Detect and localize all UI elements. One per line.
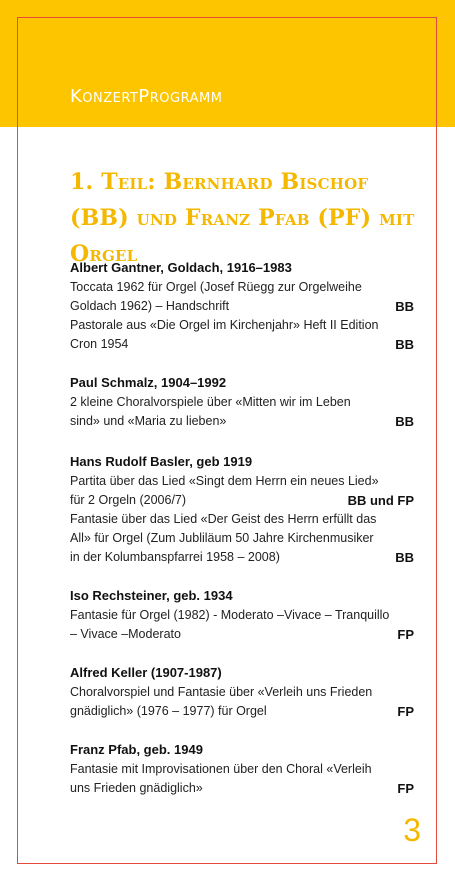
program-entry xyxy=(70,586,414,644)
piece-text: – Vivace –Moderato xyxy=(70,627,181,641)
composer-name: Albert Gantner, Goldach, 1916–1983 xyxy=(70,260,292,275)
piece-line xyxy=(70,412,414,431)
piece-text: in der Kolumbanspfarrei 1958 – 2008) xyxy=(70,550,280,564)
piece-text: Fantasie mit Improvisationen über den Choral «Verleih xyxy=(70,762,372,776)
piece-text: 2 kleine Choralvorspiele über «Mitten wir im Leben xyxy=(70,395,351,409)
piece-line xyxy=(70,702,414,721)
performer-code: BB und FP xyxy=(347,493,414,508)
piece-line xyxy=(70,316,414,335)
piece-line xyxy=(70,760,414,779)
composer-name: Hans Rudolf Basler, geb 1919 xyxy=(70,454,253,469)
composer-name: Paul Schmalz, 1904–1992 xyxy=(70,375,227,390)
piece-text: Fantasie für Orgel (1982) - Moderato –Vivace – Tranquillo xyxy=(70,608,390,622)
piece-line xyxy=(70,335,414,354)
page-frame xyxy=(17,17,437,864)
piece-line xyxy=(70,683,414,702)
composer-name: Alfred Keller (1907-1987) xyxy=(70,665,222,680)
performer-code: FP xyxy=(397,781,414,796)
performer-code: BB xyxy=(395,414,414,429)
piece-text: uns Frieden gnädiglich» xyxy=(70,781,203,795)
piece-line xyxy=(70,548,414,567)
piece-text: sind» und «Maria zu lieben» xyxy=(70,414,227,428)
piece-text: Goldach 1962) – Handschrift xyxy=(70,299,230,313)
program-entry xyxy=(70,663,414,721)
piece-text: All» für Orgel (Zum Jubliläum 50 Jahre Kirchenmusiker xyxy=(70,531,374,545)
program-entry xyxy=(70,373,414,431)
section-heading: 1. Teil: Bernhard Bischof (BB) und Franz Pfab (PF) mit Orgel xyxy=(70,169,415,267)
piece-text: gnädiglich» (1976 – 1977) für Orgel xyxy=(70,704,267,718)
performer-code: BB xyxy=(395,337,414,352)
program-entry xyxy=(70,258,414,354)
piece-text: Choralvorspiel und Fantasie über «Verleih uns Frieden xyxy=(70,685,373,699)
composer-name: Iso Rechsteiner, geb. 1934 xyxy=(70,588,233,603)
performer-code: FP xyxy=(397,627,414,642)
page-title: KonzertProgramm xyxy=(70,86,223,107)
piece-line xyxy=(70,779,414,798)
piece-text: für 2 Orgeln (2006/7) xyxy=(70,493,187,507)
piece-line xyxy=(70,472,414,491)
performer-code: BB xyxy=(395,550,414,565)
piece-text: Partita über das Lied «Singt dem Herrn ein neues Lied» xyxy=(70,474,379,488)
performer-code: FP xyxy=(397,704,414,719)
composer-name: Franz Pfab, geb. 1949 xyxy=(70,742,203,757)
piece-line xyxy=(70,529,414,548)
program-entry xyxy=(70,740,414,798)
piece-line xyxy=(70,491,414,510)
piece-line xyxy=(70,297,414,316)
piece-line xyxy=(70,278,414,297)
program-entry xyxy=(70,452,414,567)
piece-text: Cron 1954 xyxy=(70,337,129,351)
performer-code: BB xyxy=(395,299,414,314)
piece-line xyxy=(70,510,414,529)
piece-text: Fantasie über das Lied «Der Geist des Herrn erfüllt das xyxy=(70,512,377,526)
piece-text: Pastorale aus «Die Orgel im Kirchenjahr» Heft II Edition xyxy=(70,318,379,332)
piece-line xyxy=(70,625,414,644)
piece-line xyxy=(70,393,414,412)
piece-line xyxy=(70,606,414,625)
piece-text: Toccata 1962 für Orgel (Josef Rüegg zur Orgelweihe xyxy=(70,280,362,294)
page-number: 3 xyxy=(403,812,421,848)
